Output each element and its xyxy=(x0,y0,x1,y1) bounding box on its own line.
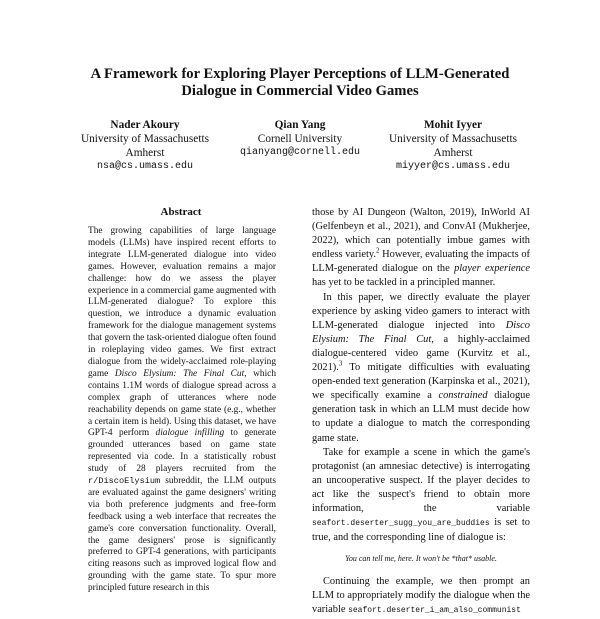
author-email[interactable]: miyyer@cs.umass.edu xyxy=(395,161,511,172)
subreddit-name: r/DiscoElysium xyxy=(88,476,161,487)
abstract-part: to generate grounded utterances based on game state represented via code. In a statistically robust study of 28 players recruited from the xyxy=(88,428,276,475)
author-affiliation: University of Massachusetts xyxy=(388,133,517,145)
emphasis: player experience xyxy=(454,263,530,275)
task-name: dialogue infilling xyxy=(155,428,225,439)
paragraph xyxy=(312,206,530,291)
author-block-1 xyxy=(70,118,220,174)
author-affiliation: University of Massachusetts xyxy=(80,133,209,145)
text-run: those by AI Dungeon (Walton, 2019), InWorld AI (Gelfenbeyn et al., 2021), and ConvAI (Mukherjee, 2022), which can potentially imbue games with endless variety. xyxy=(312,207,530,261)
dialogue-quote: You can tell me, here. It won't be *that* usable. xyxy=(345,554,497,564)
footnote-marker[interactable]: 3 xyxy=(338,359,343,368)
code-variable: seafort.deserter_i_am_also_communist xyxy=(348,606,521,616)
author-name: Mohit Iyyer xyxy=(423,119,483,131)
footnote-marker[interactable]: 2 xyxy=(376,246,380,255)
title-line-2: Dialogue in Commercial Video Games xyxy=(181,83,419,99)
text-run: has yet to be tackled in a principled manner. xyxy=(312,277,496,289)
abstract-text xyxy=(88,226,276,595)
text-run: is set to true, and the corresponding line of dialogue is: xyxy=(312,517,530,544)
abstract-part: The growing capabilities of large language models (LLMs) have inspired recent efforts to integrate LLM-generated dialogue into video games. However, evaluation remains a major challenge: how do we assess the player experience in a commercial game augmented with LLM-generated dialogue? To explore this question, we introduce a dynamic evaluation framework for the dialogue management systems that govern the task-oriented dialogue often found in roleplaying video games. We first extract dialogue from the widely-acclaimed role-playing game xyxy=(88,226,276,379)
emphasis: constrained xyxy=(438,390,488,402)
abstract-part: subreddit, the LLM outputs are evaluated against the game designers' writing via both preference judgments and free-form feedback using a web interface that recreates the game's core conversation functionality. Overall, the game designers' prose is significantly preferred to GPT-4 generations, with participants citing reasons such as improved logical flow and grounding with the game state. To spur more principled future research in this xyxy=(88,476,276,594)
author-location: Amherst xyxy=(433,147,473,159)
text-run: However, evaluating the impacts of LLM-generated dialogue on the xyxy=(312,249,530,275)
text-run: , a highly-acclaimed dialogue-centered video game (Kurvitz et al., 2021). xyxy=(312,333,530,374)
paragraph xyxy=(312,291,530,446)
text-run: In this paper, we directly evaluate the player experience by asking video gamers to interact with LLM-generated dialogue injected into xyxy=(312,291,530,331)
author-affiliation: Cornell University xyxy=(257,133,343,145)
paragraph xyxy=(312,575,530,618)
abstract-heading: Abstract xyxy=(160,206,202,218)
text-run: Continuing the example, we then prompt an LLM to appropriately modify the dialogue when the variable xyxy=(312,576,530,616)
title-line-1: A Framework for Exploring Player Perceptions of LLM-Generated xyxy=(90,66,510,82)
author-email[interactable]: nsa@cs.umass.edu xyxy=(96,161,193,172)
text-run: To mitigate difficulties with evaluating open-ended text generation (Karpinska et al., 2021), we specifically examine a xyxy=(312,362,530,402)
paper-title xyxy=(0,66,600,100)
author-block-2 xyxy=(225,118,375,160)
author-block-3 xyxy=(378,118,528,174)
author-name: Qian Yang xyxy=(274,119,326,131)
paragraph xyxy=(312,446,530,546)
body-column xyxy=(312,206,530,619)
code-variable: seafort.deserter_sugg_you_are_buddies xyxy=(312,519,490,529)
text-run: Take for example a scene in which the game's protagonist (an amnesiac detective) is interrogating an uncooperative suspect. If the player decides to act like the suspect's friend to obtain more information, the variable xyxy=(312,446,530,514)
emphasis: Disco Elysium: The Final Cut xyxy=(312,319,530,345)
author-email[interactable]: qianyang@cornell.edu xyxy=(239,147,361,158)
author-location: Amherst xyxy=(125,147,165,159)
abstract-part: , which contains 1.1M words of dialogue spread across a complex graph of utterances where node reachability depends on game state (e.g., whether a certain item is held). Using this dataset, we have GPT-4 perform xyxy=(88,368,276,439)
game-title: Disco Elysium: The Final Cut xyxy=(114,368,245,379)
text-run: dialogue generation task in which an LLM must decide how to update a dialogue to match the corresponding game state. xyxy=(312,390,530,444)
author-name: Nader Akoury xyxy=(110,119,180,131)
